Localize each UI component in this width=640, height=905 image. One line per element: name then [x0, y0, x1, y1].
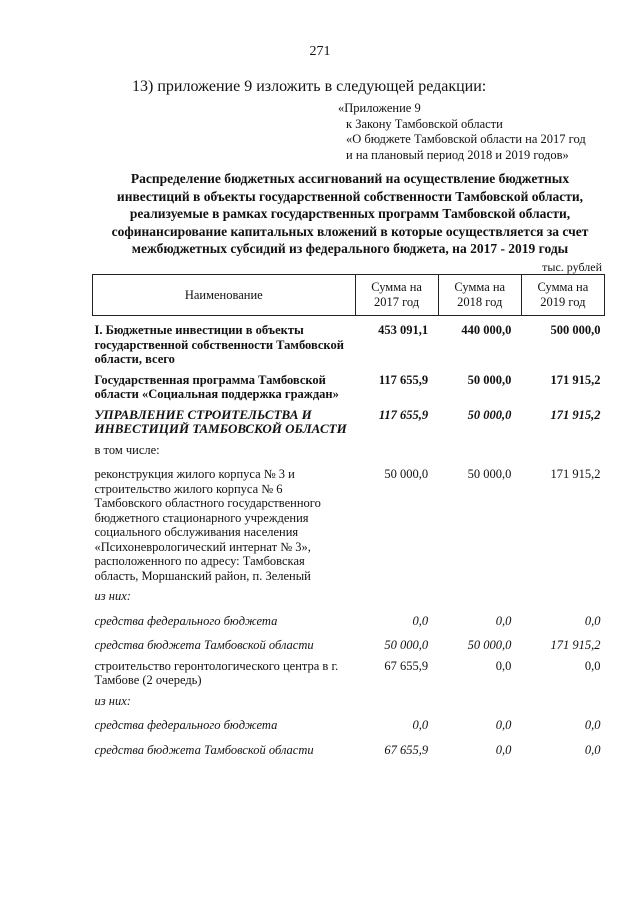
appendix-reference [338, 101, 586, 163]
row-value-2017: 67 655,9 [384, 742, 429, 757]
page-number: 271 [309, 44, 331, 59]
row-value-2017: 117 655,9 [378, 407, 429, 422]
budget-table [92, 274, 605, 760]
row-value-2019 [521, 586, 604, 607]
row-value-2017 [355, 586, 438, 607]
row-name: средства бюджета Тамбовской области [94, 742, 314, 757]
table-row [93, 586, 605, 607]
row-value-2018 [438, 586, 521, 607]
row-name: средства федерального бюджета [94, 613, 278, 628]
row-value-2019: 0,0 [584, 718, 601, 732]
heading-line: реализуемые в рамках государственных программ Тамбовской области, [129, 206, 571, 221]
row-value-2017: 50 000,0 [384, 638, 429, 652]
row-value-2018: 50 000,0 [467, 372, 512, 387]
row-value-2018 [438, 691, 521, 712]
row-value-2019: 171 915,2 [550, 407, 601, 422]
document-heading [80, 170, 620, 258]
row-value-2018: 50 000,0 [467, 638, 512, 652]
row-value-2019 [521, 691, 604, 712]
table-row [93, 631, 605, 656]
row-value-2019: 171 915,2 [550, 638, 601, 652]
row-value-2017: 0,0 [412, 718, 429, 732]
table-row [93, 460, 605, 586]
row-name: средства бюджета Тамбовской области [94, 638, 314, 652]
row-name: УПРАВЛЕНИЕ СТРОИТЕЛЬСТВА И ИНВЕСТИЦИЙ ТАМБОВСКОЙ ОБЛАСТИ [94, 406, 347, 436]
table-header-row [93, 275, 605, 316]
row-name: Государственная программа Тамбовской области «Социальная поддержка граждан» [94, 372, 339, 401]
row-name: в том числе: [94, 442, 160, 457]
table-row [93, 370, 605, 405]
column-header-2019: Сумма на 2019 год [521, 275, 604, 316]
row-value-2019: 171 915,2 [550, 372, 601, 387]
heading-line: межбюджетных субсидий из федерального бюджета, на 2017 - 2019 годы [131, 241, 569, 256]
row-value-2018: 0,0 [495, 718, 512, 732]
amendment-intro: 13) приложение 9 изложить в следующей редакции: [132, 78, 487, 95]
column-header-2018: Сумма на 2018 год [438, 275, 521, 316]
table-row [93, 691, 605, 712]
row-value-2017 [355, 691, 438, 712]
row-value-2017: 50 000,0 [384, 467, 429, 481]
appendix-line: «О бюджете Тамбовской области на 2017 год [346, 132, 586, 146]
heading-line: Распределение бюджетных ассигнований на осуществление бюджетных [130, 171, 570, 186]
row-value-2018: 0,0 [495, 742, 512, 757]
row-name: из них: [94, 589, 131, 603]
row-value-2018 [438, 440, 521, 461]
row-value-2019 [521, 440, 604, 461]
column-header-name: Наименование [93, 275, 356, 316]
row-value-2018: 50 000,0 [467, 407, 512, 422]
appendix-line: «Приложение 9 [338, 101, 421, 115]
row-name: I. Бюджетные инвестиции в объекты государственной собственности Тамбовской области, всего [94, 323, 344, 366]
unit-label: тыс. рублей [542, 260, 602, 274]
appendix-line: и на плановый период 2018 и 2019 годов» [346, 147, 569, 162]
heading-line: инвестиций в объекты государственной собственности Тамбовской области, [116, 188, 584, 204]
row-value-2018: 50 000,0 [467, 467, 512, 481]
row-value-2017: 453 091,1 [378, 323, 429, 337]
row-value-2018: 440 000,0 [461, 323, 512, 337]
table-row [93, 405, 605, 440]
row-value-2019: 0,0 [584, 658, 601, 673]
row-name: реконструкция жилого корпуса № 3 и строительство жилого корпуса № 6 Тамбовского областного государственного бюджетного стационарного учреждения социального обслуживания населения «Психоневрологический интернат № 3», расположенного по адресу: Тамбовская область, Моршанский район, п. Зеленый [94, 467, 321, 583]
table-row [93, 316, 605, 370]
row-value-2017: 67 655,9 [384, 658, 429, 673]
table-row [93, 607, 605, 632]
row-value-2017: 0,0 [412, 613, 429, 628]
row-value-2019: 500 000,0 [550, 323, 601, 337]
row-name: строительство геронтологического центра в г. Тамбове (2 очередь) [94, 658, 339, 687]
row-value-2019: 171 915,2 [550, 467, 601, 481]
row-value-2018: 0,0 [495, 613, 512, 628]
row-value-2019: 0,0 [584, 742, 601, 757]
row-value-2018: 0,0 [495, 658, 512, 673]
row-value-2017 [355, 440, 438, 461]
table-row [93, 736, 605, 761]
row-name: из них: [94, 693, 131, 708]
row-value-2017: 117 655,9 [378, 372, 429, 387]
row-value-2019: 0,0 [584, 613, 601, 628]
table-row [93, 656, 605, 691]
appendix-line: к Закону Тамбовской области [346, 116, 503, 131]
heading-line: софинансирование капитальных вложений в которые осуществляется за счет [111, 223, 589, 239]
table-row [93, 440, 605, 461]
column-header-2017: Сумма на 2017 год [355, 275, 438, 316]
table-row [93, 711, 605, 736]
row-name: средства федерального бюджета [94, 718, 278, 732]
